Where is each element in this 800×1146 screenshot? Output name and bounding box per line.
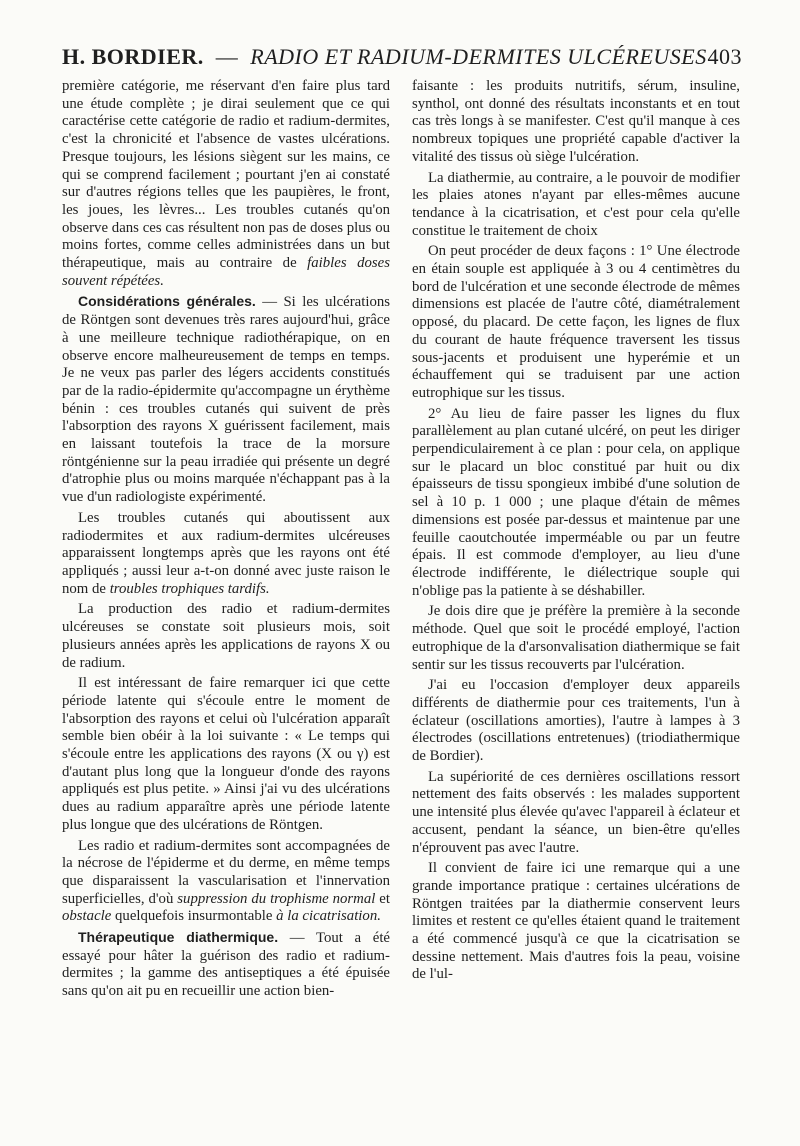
section-heading-considerations: Considérations générales. bbox=[78, 293, 256, 310]
paragraph: La diathermie, au contraire, a le pouvoir de modifier les plaies atones n'ayant par elles-mêmes aucune tendance à la cicatrisation, et c'est pour cela qu'elle constitue le traitement de choix bbox=[412, 169, 740, 239]
header-separator: — bbox=[215, 44, 239, 69]
paragraph-text: — Tout a été essayé pour hâter la guérison des radio et radium-dermites ; la gamme des antiseptiques a été épuisée sans qu'on ait pu en recueillir une action bien- bbox=[62, 930, 391, 1000]
section-heading-therapeutique: Thérapeutique diathermique. bbox=[78, 929, 279, 946]
header-author: H. BORDIER. bbox=[62, 44, 204, 69]
paragraph-text: — Si les ulcérations de Röntgen sont devenues très rares aujourd'hui, grâce à une meilleure technique radiothérapique, on en observe encore malheureusement de temps en temps. Je ne veux pas parler des légers accidents constitués par de la radio-épidermite qu'accompagne un érythème bénin : ces troubles cutanés qui suivent de près l'absorption des rayons X guérissent facilement, mais en laissant toutefois la trace de la morsure röntgénienne sur la peau irradiée qui présente un degré d'atrophie plus ou moins marquée n'échappant pas à la vue d'un radiologiste expérimenté. bbox=[62, 294, 390, 506]
paragraph: La supériorité de ces dernières oscillations ressort nettement des faits observés : les malades supportent une intensité plus élevée qu'avec l'appareil à éclateur et accusent, pendant la séance, un bien-être qu'elles n'éprouvent pas avec l'autre. bbox=[412, 768, 740, 856]
paragraph: Il est intéressant de faire remarquer ici que cette période latente qui s'écoule entre le moment de l'absorption des rayons et celui où l'ulcération apparaît semble bien obéir à la loi suivante : « Le temps qui s'écoule entre les applications des rayons (X ou γ) est d'autant plus long que la longueur d'onde des rayons appliqués est plus petite. » Ainsi j'ai vu des ulcérations dues au radium apparaître après une période latente plus longue que des ulcérations de Röntgen. bbox=[62, 675, 390, 833]
paragraph bbox=[62, 78, 390, 290]
right-column bbox=[412, 78, 740, 984]
paragraph bbox=[62, 510, 390, 599]
paragraph-text: quelquefois insurmontable bbox=[115, 908, 273, 925]
left-column bbox=[62, 78, 390, 1001]
paragraph: Il convient de faire ici une remarque qui a une grande importance pratique : certaines ulcérations de Röntgen traitées par la diathermie conservent leurs limites et restent ce qu'elles étaient quand le traitement a été commencé jusqu'à ce que la cicatrisation se dessine nettement. Mais d'autres fois la peau, voisine de l'ul- bbox=[412, 860, 740, 983]
paragraph bbox=[62, 293, 390, 506]
paragraph-emphasis: troubles trophiques tardifs. bbox=[109, 580, 270, 597]
paragraph-emphasis: à la cicatrisation. bbox=[276, 908, 381, 925]
paragraph: J'ai eu l'occasion d'employer deux appareils différents de diathermie pour ces traitements, l'un à éclateur (oscillations amorties), l'autre à lampes à 3 électrodes (oscillations entretenues) (triodiathermique de Bordier). bbox=[412, 677, 740, 765]
paragraph-emphasis: faibles doses souvent répétées. bbox=[62, 255, 390, 289]
paragraph-text: Les radio et radium-dermites sont accompagnées de la nécrose de l'épiderme et du derme, en même temps que disparaissent la vascularisation et l'innervation superficielles, d'où bbox=[62, 837, 390, 907]
paragraph-text: première catégorie, me réservant d'en faire plus tard une étude complète ; je dirai seulement que ce qui caractérise cette catégorie de radio et radium-dermites, c'est la chronicité et l'absence de vastes ulcérations. Presque toujours, les lésions siègent sur les mains, ce qui se comprend facilement ; pourtant j'en ai constaté sur d'autres régions telles que les paupières, le front, les joues, les lèvres... Les troubles cutanés qu'on observe dans ces cas résultent non pas de doses plus ou moins fortes, comme celles administrées dans un but thérapeutique, mais au contraire de bbox=[62, 78, 390, 272]
paragraph-emphasis: suppression du trophisme normal bbox=[177, 890, 376, 907]
running-header bbox=[62, 44, 742, 70]
paragraph: On peut procéder de deux façons : 1° Une électrode en étain souple est appliquée à 3 ou 4 centimètres du bord de l'ulcération et une seconde électrode de mêmes dimensions est placée de l'autre côté, diamétralement opposé, du placard. De cette façon, les lignes de flux du courant de haute fréquence traversent les tissus sous-jacents et produisent une hyperémie et un échauffement qui se traduisent par une action eutrophique sur les tissus. bbox=[412, 243, 740, 401]
header-title: RADIO ET RADIUM-DERMITES ULCÉREUSES bbox=[250, 44, 707, 69]
paragraph bbox=[62, 838, 390, 927]
paragraph-emphasis: obstacle bbox=[62, 908, 112, 925]
paragraph-text: et bbox=[379, 890, 390, 907]
paragraph: faisante : les produits nutritifs, sérum, insuline, synthol, ont donné des résultats inconstants et en tout cas très longs à se manifester. C'est qu'il manque à ces nombreux topiques une propriété capable d'activer la vitalité des tissus où siège l'ulcération. bbox=[412, 78, 740, 165]
paragraph bbox=[62, 929, 390, 1001]
paragraph-text: Les troubles cutanés qui aboutissent aux radiodermites et aux radium-dermites ulcéreuses apparaissent longtemps après que les rayons ont été appliqués ; aussi leur a-t-on donné avec juste raison le nom de bbox=[62, 509, 390, 597]
page-number: 403 bbox=[707, 44, 742, 69]
paragraph: 2° Au lieu de faire passer les lignes du flux parallèlement au plan cutané ulcéré, on peut les diriger perpendiculairement à ce plan : pour cela, on applique sur le placard un bloc constitué par huit ou dix épaisseurs de tissu spongieux imbibé d'une solution de sel à 10 p. 1 000 ; une plaque d'étain de mêmes dimensions est posée par-dessus et maintenue par une feuille caoutchoutée imperméable ou par un feutre épais. Il est commode d'employer, au lieu d'une électrode indifférente, le diélectrique souple qui n'oblige pas la patiente à se déshabiller. bbox=[412, 405, 740, 599]
paragraph: Je dois dire que je préfère la première à la seconde méthode. Quel que soit le procédé employé, l'action eutrophique de la d'arsonvalisation diathermique se fait sentir sur les tissus recouverts par l'ulcération. bbox=[412, 603, 740, 673]
paragraph: La production des radio et radium-dermites ulcéreuses se constate soit plusieurs mois, soit plusieurs années après les applications de rayons X ou de radium. bbox=[62, 601, 390, 671]
